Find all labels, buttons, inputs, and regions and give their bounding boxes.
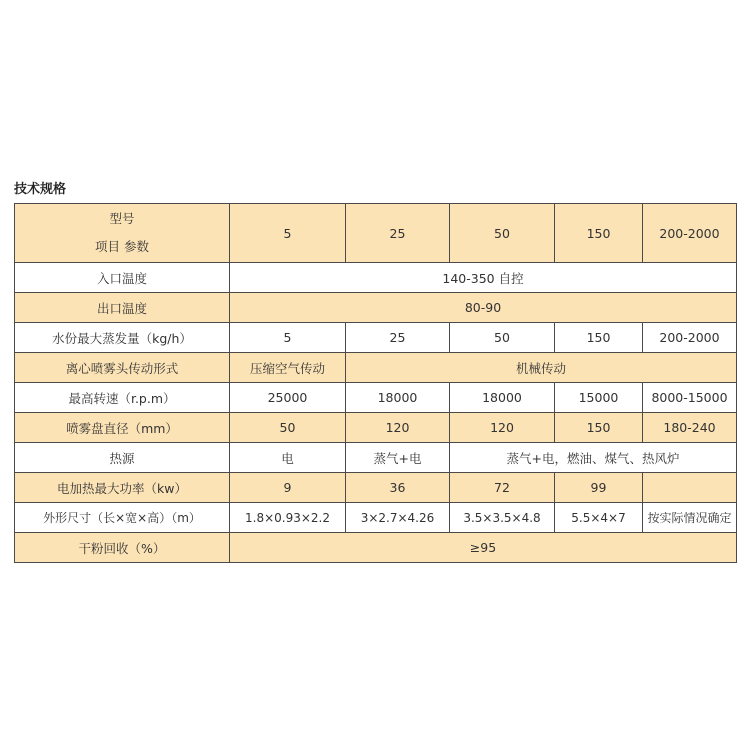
table-cell: 120 xyxy=(450,413,555,443)
table-cell: 蒸气+电 xyxy=(346,443,450,473)
header-label-cell xyxy=(15,204,230,263)
table-cell: 150 xyxy=(555,413,643,443)
spec-table xyxy=(14,203,737,563)
table-cell: 180-240 xyxy=(643,413,737,443)
table-row xyxy=(15,383,737,413)
row-label-inlet-temp: 入口温度 xyxy=(15,263,230,293)
table-row xyxy=(15,323,737,353)
table-cell: 蒸气+电，燃油、煤气、热风炉 xyxy=(450,443,737,473)
table-cell: 25000 xyxy=(230,383,346,413)
table-cell: 压缩空气传动 xyxy=(230,353,346,383)
table-cell: 72 xyxy=(450,473,555,503)
row-label-disc: 喷雾盘直径（mm） xyxy=(15,413,230,443)
row-label-recovery: 干粉回收（%） xyxy=(15,533,230,563)
table-row xyxy=(15,413,737,443)
table-cell xyxy=(643,473,737,503)
table-cell: 5 xyxy=(230,323,346,353)
table-cell: 电 xyxy=(230,443,346,473)
row-label-size: 外形尺寸（长×宽×高）（m） xyxy=(15,503,230,533)
page-title: 技术规格 xyxy=(14,182,67,197)
row-label-power: 电加热最大功率（kw） xyxy=(15,473,230,503)
table-cell: 3.5×3.5×4.8 xyxy=(450,503,555,533)
table-cell: 机械传动 xyxy=(346,353,737,383)
table-cell: 150 xyxy=(555,323,643,353)
table-row xyxy=(15,473,737,503)
recovery-value: ≥95 xyxy=(230,533,737,563)
table-row xyxy=(15,293,737,323)
table-cell: 25 xyxy=(346,323,450,353)
outlet-temp-value: 80-90 xyxy=(230,293,737,323)
table-row xyxy=(15,353,737,383)
table-cell: 15000 xyxy=(555,383,643,413)
row-label-drive: 离心喷雾头传动形式 xyxy=(15,353,230,383)
row-label-heat: 热源 xyxy=(15,443,230,473)
table-row xyxy=(15,443,737,473)
row-label-outlet-temp: 出口温度 xyxy=(15,293,230,323)
header-model-50: 50 xyxy=(450,204,555,263)
table-cell: 50 xyxy=(450,323,555,353)
table-cell: 50 xyxy=(230,413,346,443)
table-cell: 18000 xyxy=(346,383,450,413)
table-cell: 120 xyxy=(346,413,450,443)
row-label-speed: 最高转速（r.p.m） xyxy=(15,383,230,413)
row-label-evaporation: 水份最大蒸发量（kg/h） xyxy=(15,323,230,353)
table-cell: 9 xyxy=(230,473,346,503)
inlet-temp-value: 140-350 自控 xyxy=(230,263,737,293)
table-header-row xyxy=(15,204,737,263)
table-cell: 5.5×4×7 xyxy=(555,503,643,533)
table-row xyxy=(15,263,737,293)
table-cell: 36 xyxy=(346,473,450,503)
table-cell: 99 xyxy=(555,473,643,503)
header-model-150: 150 xyxy=(555,204,643,263)
table-cell: 1.8×0.93×2.2 xyxy=(230,503,346,533)
table-row xyxy=(15,533,737,563)
table-cell: 3×2.7×4.26 xyxy=(346,503,450,533)
table-cell: 200-2000 xyxy=(643,323,737,353)
header-model-label: 型号 xyxy=(109,211,135,226)
header-model-25: 25 xyxy=(346,204,450,263)
table-cell: 按实际情况确定 xyxy=(643,503,737,533)
header-model-5: 5 xyxy=(230,204,346,263)
header-model-200-2000: 200-2000 xyxy=(643,204,737,263)
header-param-label: 项目 参数 xyxy=(95,239,149,254)
table-cell: 8000-15000 xyxy=(643,383,737,413)
table-row xyxy=(15,503,737,533)
table-cell: 18000 xyxy=(450,383,555,413)
